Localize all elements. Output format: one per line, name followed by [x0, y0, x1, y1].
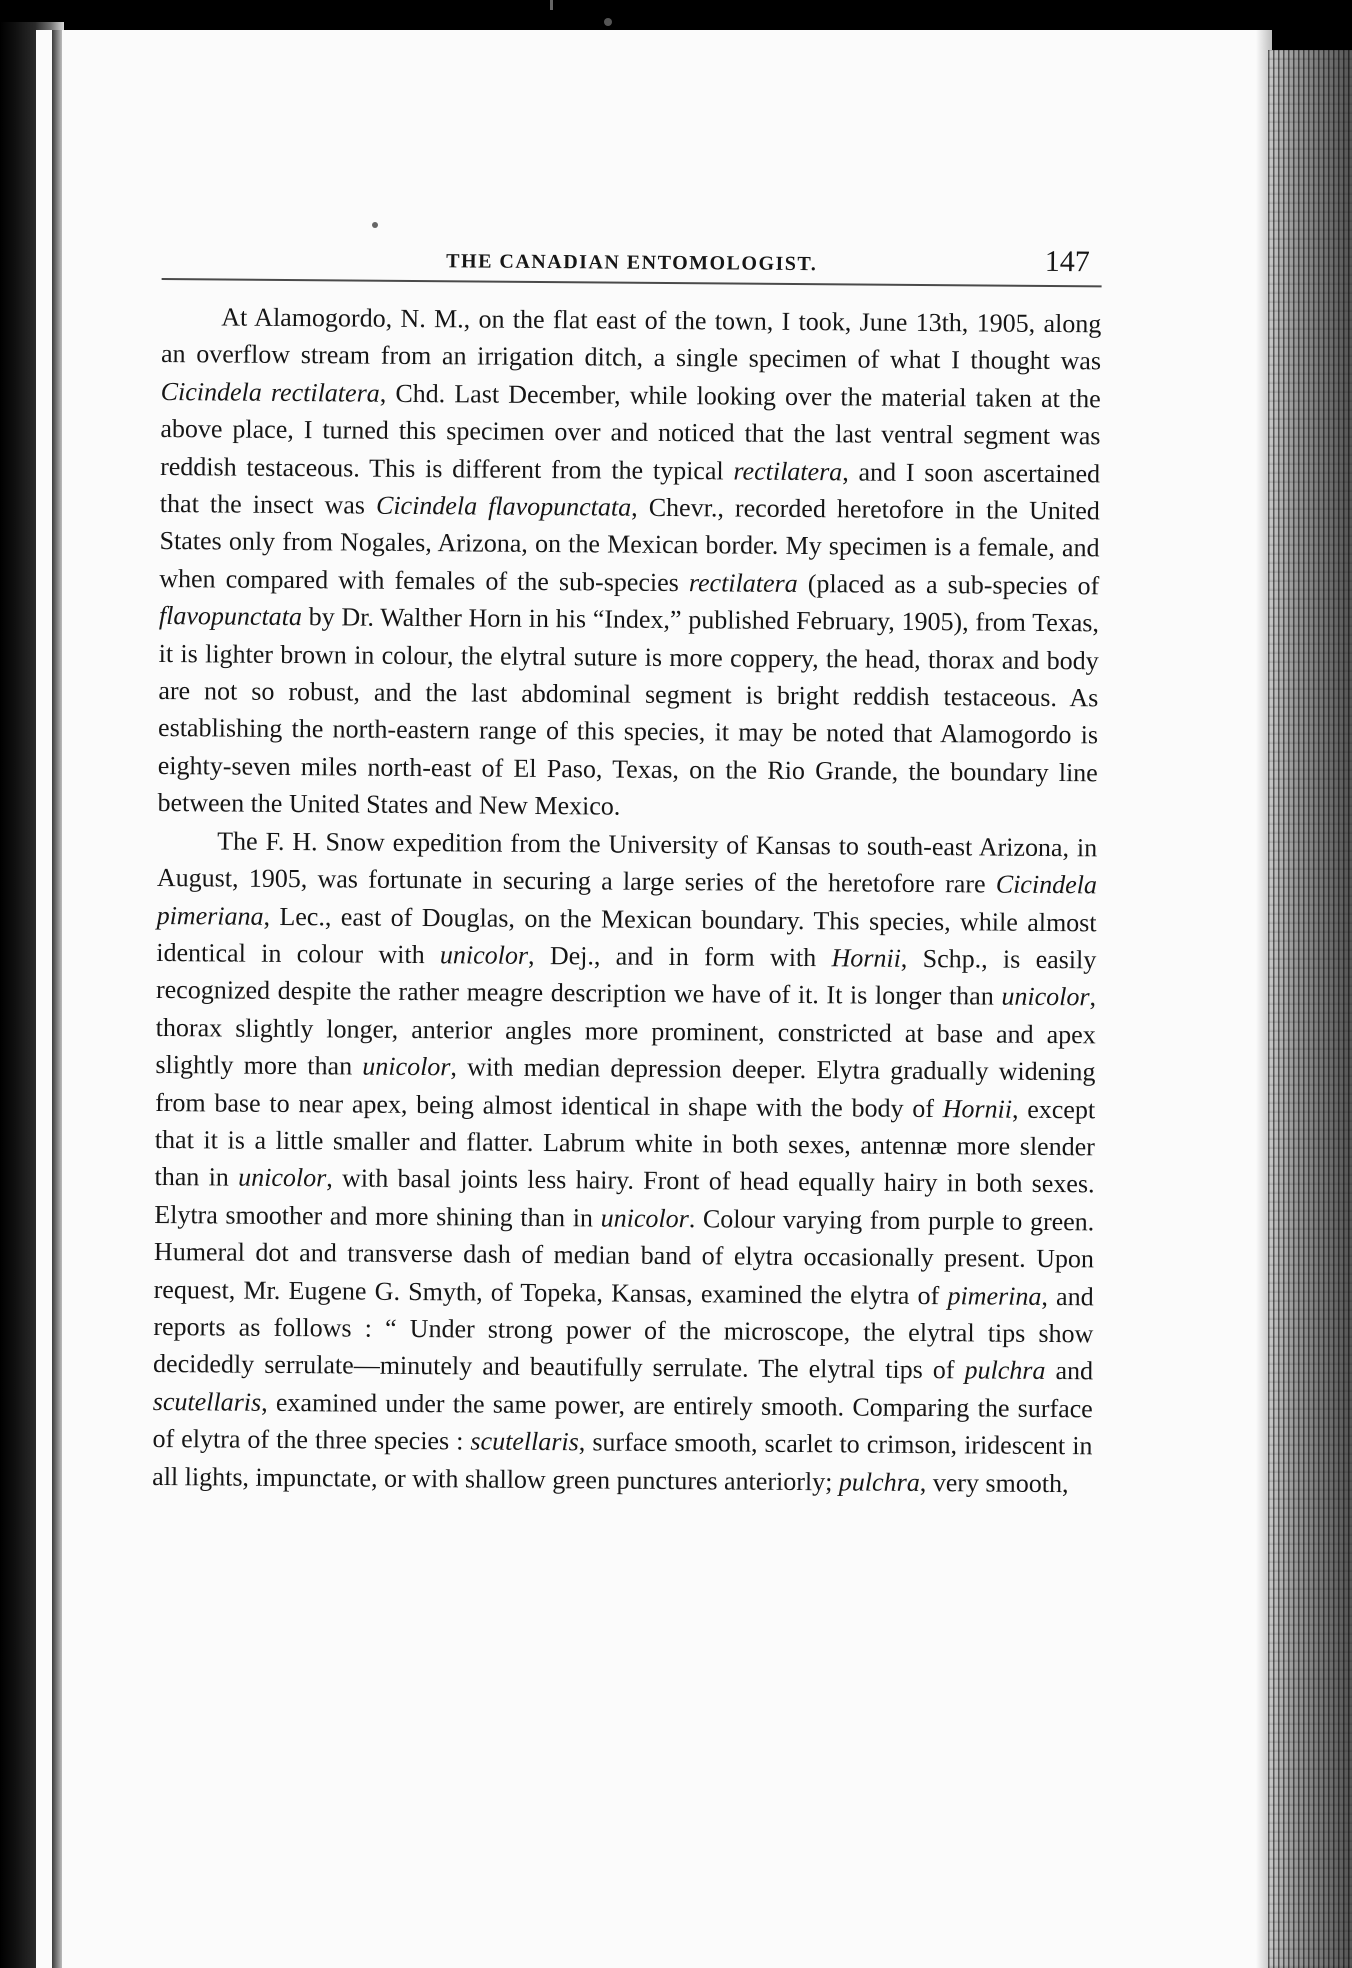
italic-run: scutellaris	[470, 1426, 579, 1457]
italic-run: pimerina	[947, 1280, 1042, 1311]
scan-speck	[604, 18, 612, 26]
page-gutter-edge	[52, 30, 62, 1968]
italic-run: unicolor	[600, 1203, 689, 1233]
text-run: (placed as a sub-species of	[797, 568, 1100, 601]
text-run: The F. H. Snow expedition from the University of Kansas to south-east Arizona, in August, 1905, was fortunate in securing a large series of the heretofore rare	[156, 826, 1098, 899]
italic-run: Cicindela rectilatera	[160, 376, 380, 408]
text-run: . Colour varying from purple to green. Humeral dot and transverse dash of median band of elytra occasionally present. Upon request, Mr. Eugene G. Smyth, of Topeka, Kansas, examined the elytra of	[153, 1203, 1095, 1310]
text-run: , Lec., east of Douglas, on the Mexican boundary. This species, while almost identical in colour with	[156, 901, 1097, 970]
text-run: , Schp., is easily recognized despite the rather meagre description we have of it. It is longer than	[155, 943, 1097, 1011]
italic-run: Cicindela flavopunctata	[375, 490, 632, 522]
paragraph	[157, 298, 1101, 829]
italic-run: unicolor	[362, 1051, 451, 1082]
italic-run: unicolor	[238, 1162, 327, 1193]
text-run: , thorax slightly longer, anterior angles more prominent, constricted at base and apex slightly more than	[155, 982, 1097, 1081]
journal-title: THE CANADIAN ENTOMOLOGIST.	[446, 250, 818, 276]
text-run: by Dr. Walther Horn in his “Index,” published February, 1905), from Texas, it is lighter brown in colour, the elytral suture is more coppery, the head, thorax and body are not so robust, and the last abdominal segment is bright reddish testaceous. As establishing the north-eastern range of this species, it may be noted that Alamogordo is eighty-seven miles north-east of El Paso, Texas, on the Rio Grande, the boundary line between the United States and New Mexico.	[157, 602, 1100, 821]
text-run: , surface smooth, scarlet to crimson, iridescent in all lights, impunctate, or with shallow green punctures anteriorly;	[152, 1427, 1093, 1496]
text-run: , Dej., and in form with	[527, 940, 832, 973]
text-run: , with median depression deeper. Elytra gradually widening from base to near apex, being almost identical in shape with the body of	[155, 1052, 1096, 1123]
text-column	[152, 232, 1102, 1502]
stacked-page-edges	[1268, 50, 1352, 1968]
text-run: , and I soon ascertained that the insect was	[159, 456, 1101, 520]
paragraph	[152, 822, 1097, 1503]
page-number: 147	[1044, 244, 1090, 279]
ink-dot	[372, 222, 378, 228]
italic-run: rectilatera	[733, 456, 843, 486]
text-run: , with basal joints less hairy. Front of head equally hairy in both sexes. Elytra smoother and more shining than in	[154, 1163, 1095, 1233]
article-body	[152, 298, 1101, 1502]
italic-run: scutellaris	[152, 1386, 262, 1417]
italic-run: rectilatera	[688, 567, 798, 598]
italic-run: Hornii	[831, 943, 901, 973]
italic-run: unicolor	[1001, 981, 1090, 1012]
text-run: , Chevr., recorded heretofore in the United States only from Nogales, Arizona, on the Mexican border. My specimen is a female, and when compared with females of the sub-species	[159, 492, 1100, 597]
text-run: , Chd. Last December, while looking over the material taken at the above place, I turned this specimen over and noticed that the last ventral segment was reddish testaceous. This is different from the typical	[160, 378, 1101, 486]
text-run: , except that it is a little smaller and flatter. Labrum white in both sexes, antennæ more slender than in	[154, 1094, 1096, 1192]
text-run: , examined under the same power, are entirely smooth. Comparing the surface of elytra of the three species :	[152, 1387, 1093, 1456]
text-run: and	[1045, 1356, 1094, 1386]
running-head	[162, 232, 1102, 287]
italic-run: pulchra	[838, 1466, 920, 1497]
text-run: , and reports as follows : “ Under strong power of the microscope, the elytral tips show decidedly serrulate—minutely and beautifully serrulate. The elytral tips of	[152, 1281, 1094, 1385]
italic-run: unicolor	[439, 940, 529, 970]
text-run: , very smooth,	[919, 1467, 1069, 1498]
italic-run: pulchra	[964, 1355, 1046, 1386]
italic-run: Cicindela pimeriana	[156, 869, 1098, 931]
italic-run: flavopunctata	[158, 601, 303, 632]
scan-speck-top	[550, 0, 553, 10]
italic-run: Hornii	[942, 1093, 1013, 1124]
text-run: At Alamogordo, N. M., on the flat east of the town, I took, June 13th, 1905, along an overflow stream from an irrigation ditch, a single specimen of what I thought was	[160, 302, 1102, 376]
